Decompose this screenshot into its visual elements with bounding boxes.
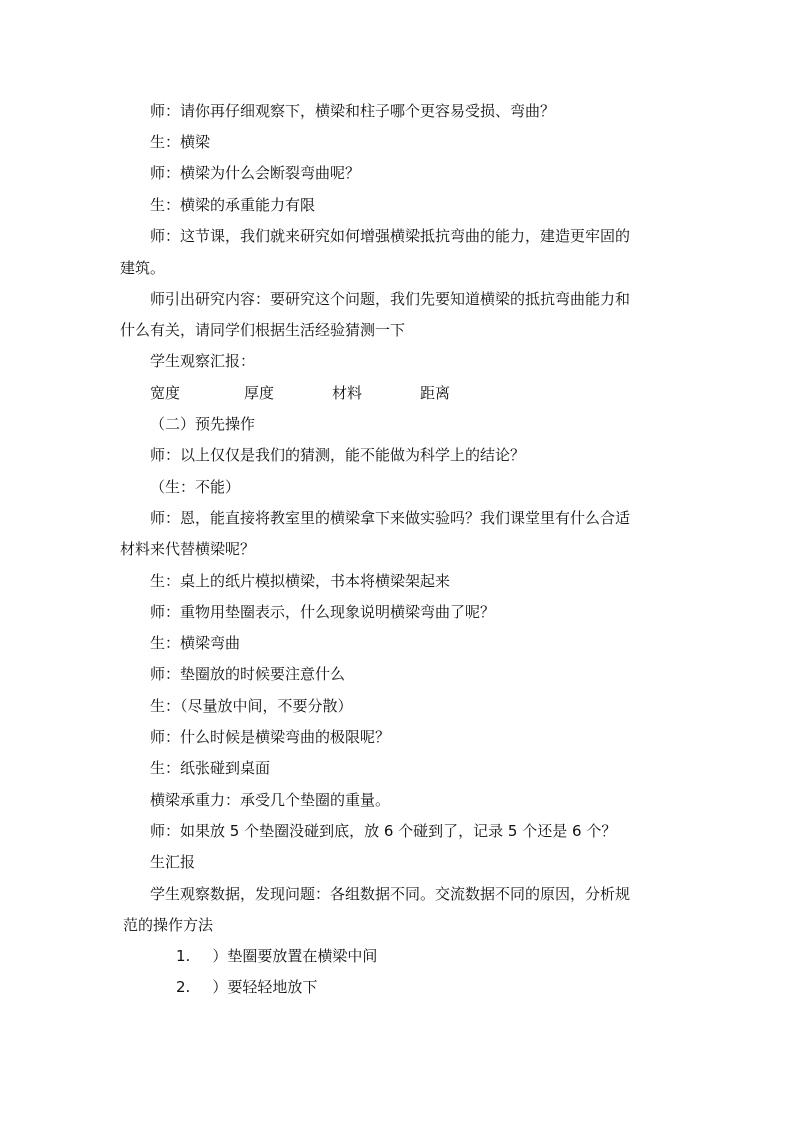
dialogue-line-continued: 材料来代替横梁呢？ (120, 540, 256, 558)
factor-item: 距离 (420, 384, 451, 402)
dialogue-line: 生：横梁弯曲 (150, 634, 241, 652)
dialogue-line-continued: 建筑。 (120, 259, 166, 277)
dialogue-line: 师：这节课，我们就来研究如何增强横梁抵抗弯曲的能力，建造更牢固的 (150, 227, 631, 245)
dialogue-line: 师引出研究内容：要研究这个问题，我们先要知道横梁的抵抗弯曲能力和 (150, 290, 631, 308)
dialogue-line: 生汇报 (150, 853, 196, 871)
factor-item: 厚度 (244, 384, 275, 402)
dialogue-line: 生：横梁 (150, 133, 211, 151)
dialogue-line: 师：什么时候是横梁弯曲的极限呢？ (150, 728, 391, 746)
list-item (176, 946, 377, 966)
dialogue-line: 师：横梁为什么会断裂弯曲呢？ (150, 164, 361, 182)
list-text: ）垫圈要放置在横梁中间 (212, 947, 378, 965)
section-heading: （二）预先操作 (150, 415, 256, 433)
dialogue-line: 学生观察数据，发现问题：各组数据不同。交流数据不同的原因，分析规 (150, 885, 631, 903)
dialogue-line: 学生观察汇报： (150, 352, 256, 370)
dialogue-line: 师：垫圈放的时候要注意什么 (150, 665, 346, 683)
dialogue-line: 师：以上仅仅是我们的猜测，能不能做为科学上的结论？ (150, 446, 526, 464)
factor-list (150, 383, 450, 403)
dialogue-line: 师：如果放 5 个垫圈没碰到底，放 6 个碰到了，记录 5 个还是 6 个？ (150, 822, 617, 840)
list-number: 1. (176, 947, 191, 965)
dialogue-line-continued: 什么有关，请同学们根据生活经验猜测一下 (120, 321, 406, 339)
dialogue-line: （生：不能） (150, 478, 241, 496)
factor-item: 宽度 (150, 384, 181, 402)
dialogue-line: 师：恩，能直接将教室里的横梁拿下来做实验吗？我们课堂里有什么合适 (150, 509, 631, 527)
dialogue-line: 生：（尽量放中间，不要分散） (150, 697, 353, 715)
list-item (176, 977, 317, 997)
dialogue-line: 生：横梁的承重能力有限 (150, 196, 316, 214)
dialogue-line: 生：桌上的纸片模拟横梁，书本将横梁架起来 (150, 572, 451, 590)
list-number: 2. (176, 978, 191, 996)
dialogue-line: 师：重物用垫圈表示，什么现象说明横梁弯曲了呢？ (150, 603, 496, 621)
factor-item: 材料 (332, 384, 363, 402)
dialogue-line-continued: 范的操作方法 (123, 916, 214, 934)
dialogue-line: 生：纸张碰到桌面 (150, 759, 271, 777)
note-line: 横梁承重力：承受几个垫圈的重量。 (150, 791, 391, 809)
list-text: ）要轻轻地放下 (212, 978, 318, 996)
dialogue-line: 师：请你再仔细观察下，横梁和柱子哪个更容易受损、弯曲？ (150, 102, 556, 120)
